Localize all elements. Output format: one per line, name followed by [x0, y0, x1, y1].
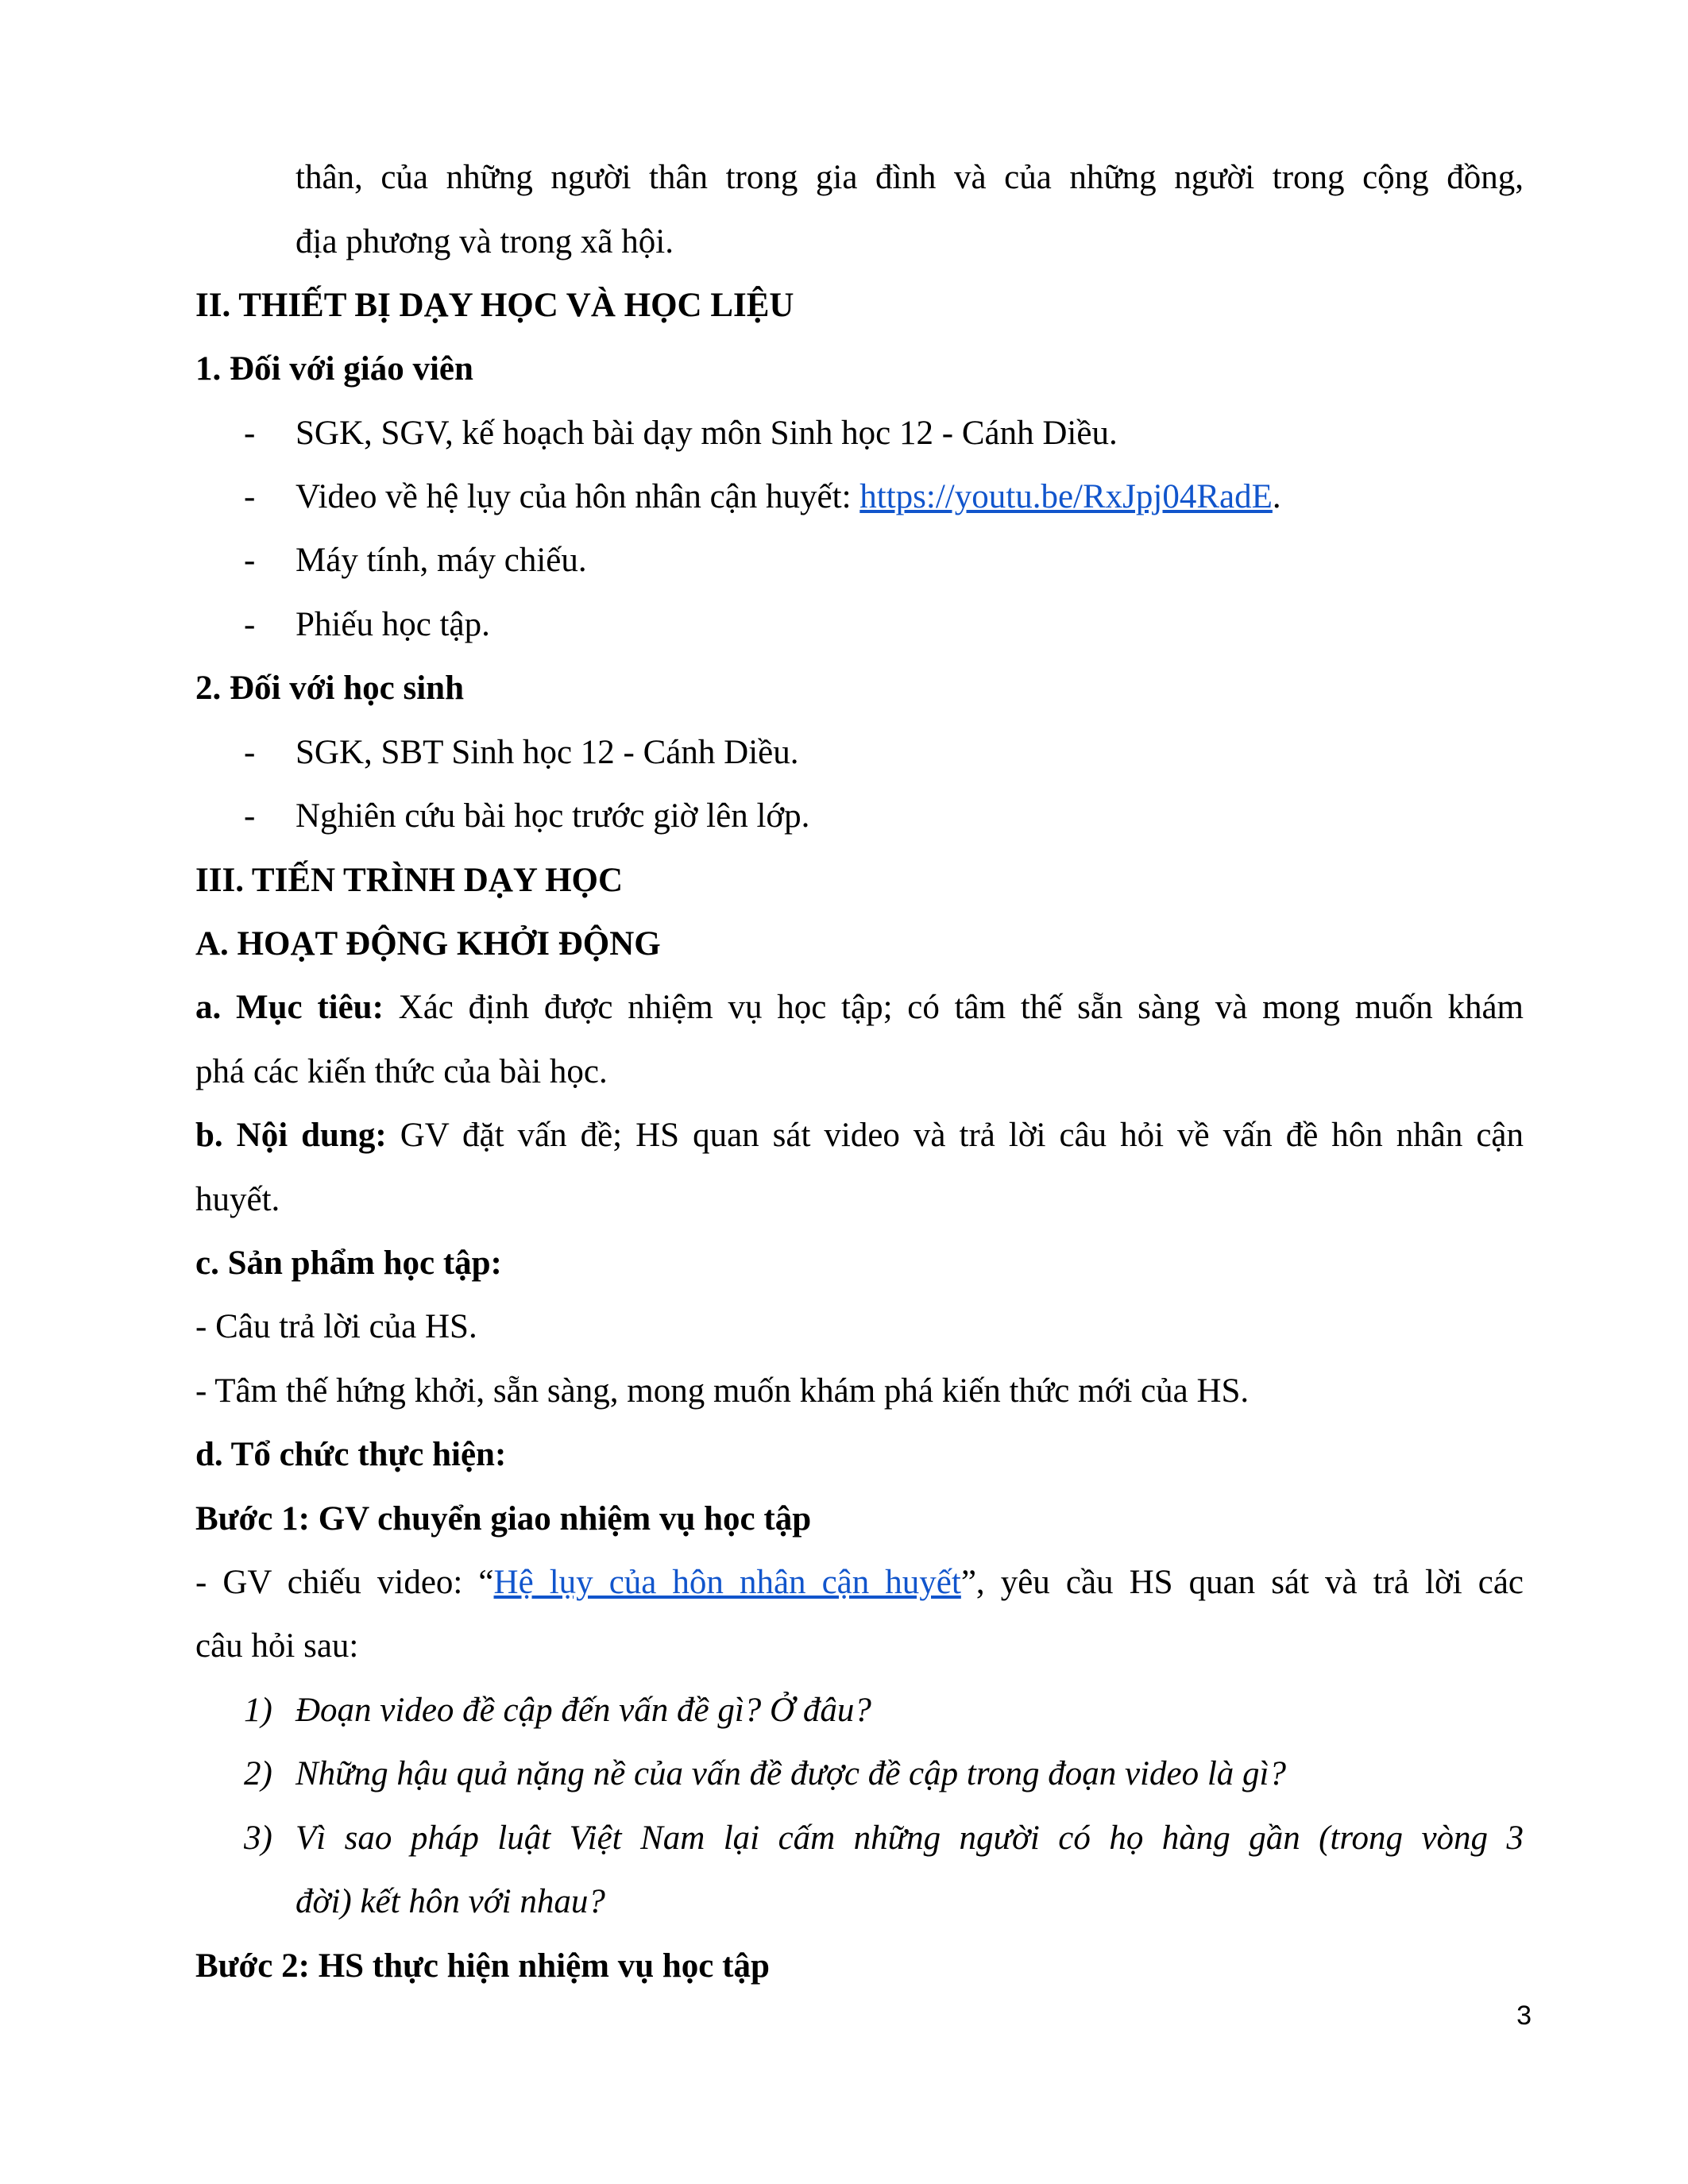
student-item-1: SGK, SBT Sinh học 12 - Cánh Diều. — [295, 734, 799, 771]
question-number: 3) — [244, 1819, 272, 1857]
objective-line-2: phá các kiến thức của bài học. — [195, 1053, 608, 1090]
teacher-item-4: Phiếu học tập. — [295, 606, 490, 643]
teacher-item-1: SGK, SGV, kế hoạch bài dạy môn Sinh học 12 - Cánh Diều. — [295, 415, 1118, 452]
content-label: b. Nội dung: — [195, 1117, 387, 1154]
question-2: Những hậu quả nặng nề của vấn đề được đề cập trong đoạn video là gì? — [295, 1755, 1286, 1792]
step-1-intro-suffix: ”, yêu cầu HS quan sát và trả lời các — [960, 1564, 1524, 1601]
teacher-item-2 — [295, 477, 1281, 518]
question-3-line-2: đời) kết hôn với nhau? — [295, 1883, 605, 1920]
objective-text-1: Xác định được nhiệm vụ học tập; có tâm thế sẵn sàng và mong muốn khám — [383, 989, 1524, 1026]
step-1-intro-line-2: câu hỏi sau: — [195, 1627, 359, 1665]
teacher-item-3: Máy tính, máy chiếu. — [295, 542, 587, 579]
list-dash: - — [244, 797, 256, 835]
page-number: 3 — [1516, 2001, 1532, 2031]
content-text-1: GV đặt vấn đề; HS quan sát video và trả lời câu hỏi về vấn đề hôn nhân cận — [386, 1117, 1524, 1154]
video-title-link[interactable]: Hệ lụy của hôn nhân cận huyết — [493, 1564, 961, 1601]
objective-line-1 — [195, 987, 1524, 1028]
teacher-heading: 1. Đối với giáo viên — [195, 350, 473, 388]
intro-line-1: thân, của những người thân trong gia đình và của những người trong cộng đồng, — [295, 159, 1524, 196]
question-1: Đoạn video đề cập đến vấn đề gì? Ở đâu? — [295, 1692, 871, 1729]
objective-label: a. Mục tiêu: — [195, 989, 384, 1026]
list-dash: - — [244, 478, 256, 515]
student-item-2: Nghiên cứu bài học trước giờ lên lớp. — [295, 797, 810, 835]
list-dash: - — [244, 542, 256, 579]
question-number: 1) — [244, 1692, 272, 1729]
step-1-intro-prefix: - GV chiếu video: “ — [195, 1564, 494, 1601]
content-line-1 — [195, 1115, 1524, 1156]
list-dash: - — [244, 606, 256, 643]
list-dash: - — [244, 415, 256, 452]
organize-label: d. Tổ chức thực hiện: — [195, 1436, 507, 1473]
teacher-item-2-text: Video về hệ lụy của hôn nhân cận huyết: — [295, 478, 860, 515]
product-label: c. Sản phẩm học tập: — [195, 1244, 502, 1282]
student-heading: 2. Đối với học sinh — [195, 669, 465, 707]
step-2-heading: Bước 2: HS thực hiện nhiệm vụ học tập — [195, 1947, 770, 1985]
intro-line-2: địa phương và trong xã hội. — [295, 223, 674, 260]
step-1-intro-line-1 — [195, 1562, 1524, 1603]
content-line-2: huyết. — [195, 1181, 280, 1218]
product-item-1: - Câu trả lời của HS. — [195, 1308, 477, 1345]
video-link[interactable]: https://youtu.be/RxJpj04RadE — [859, 478, 1273, 515]
question-number: 2) — [244, 1755, 272, 1792]
link-suffix: . — [1272, 478, 1281, 515]
section-3-heading: III. TIẾN TRÌNH DẠY HỌC — [195, 862, 624, 899]
activity-a-heading: A. HOẠT ĐỘNG KHỞI ĐỘNG — [195, 925, 661, 963]
product-item-2: - Tâm thế hứng khởi, sẵn sàng, mong muốn khám phá kiến thức mới của HS. — [195, 1372, 1250, 1410]
question-3-line-1: Vì sao pháp luật Việt Nam lại cấm những người có họ hàng gần (trong vòng 3 — [295, 1819, 1524, 1857]
step-1-heading: Bước 1: GV chuyển giao nhiệm vụ học tập — [195, 1500, 812, 1538]
list-dash: - — [244, 734, 256, 771]
section-2-heading: II. THIẾT BỊ DẠY HỌC VÀ HỌC LIỆU — [195, 287, 794, 324]
